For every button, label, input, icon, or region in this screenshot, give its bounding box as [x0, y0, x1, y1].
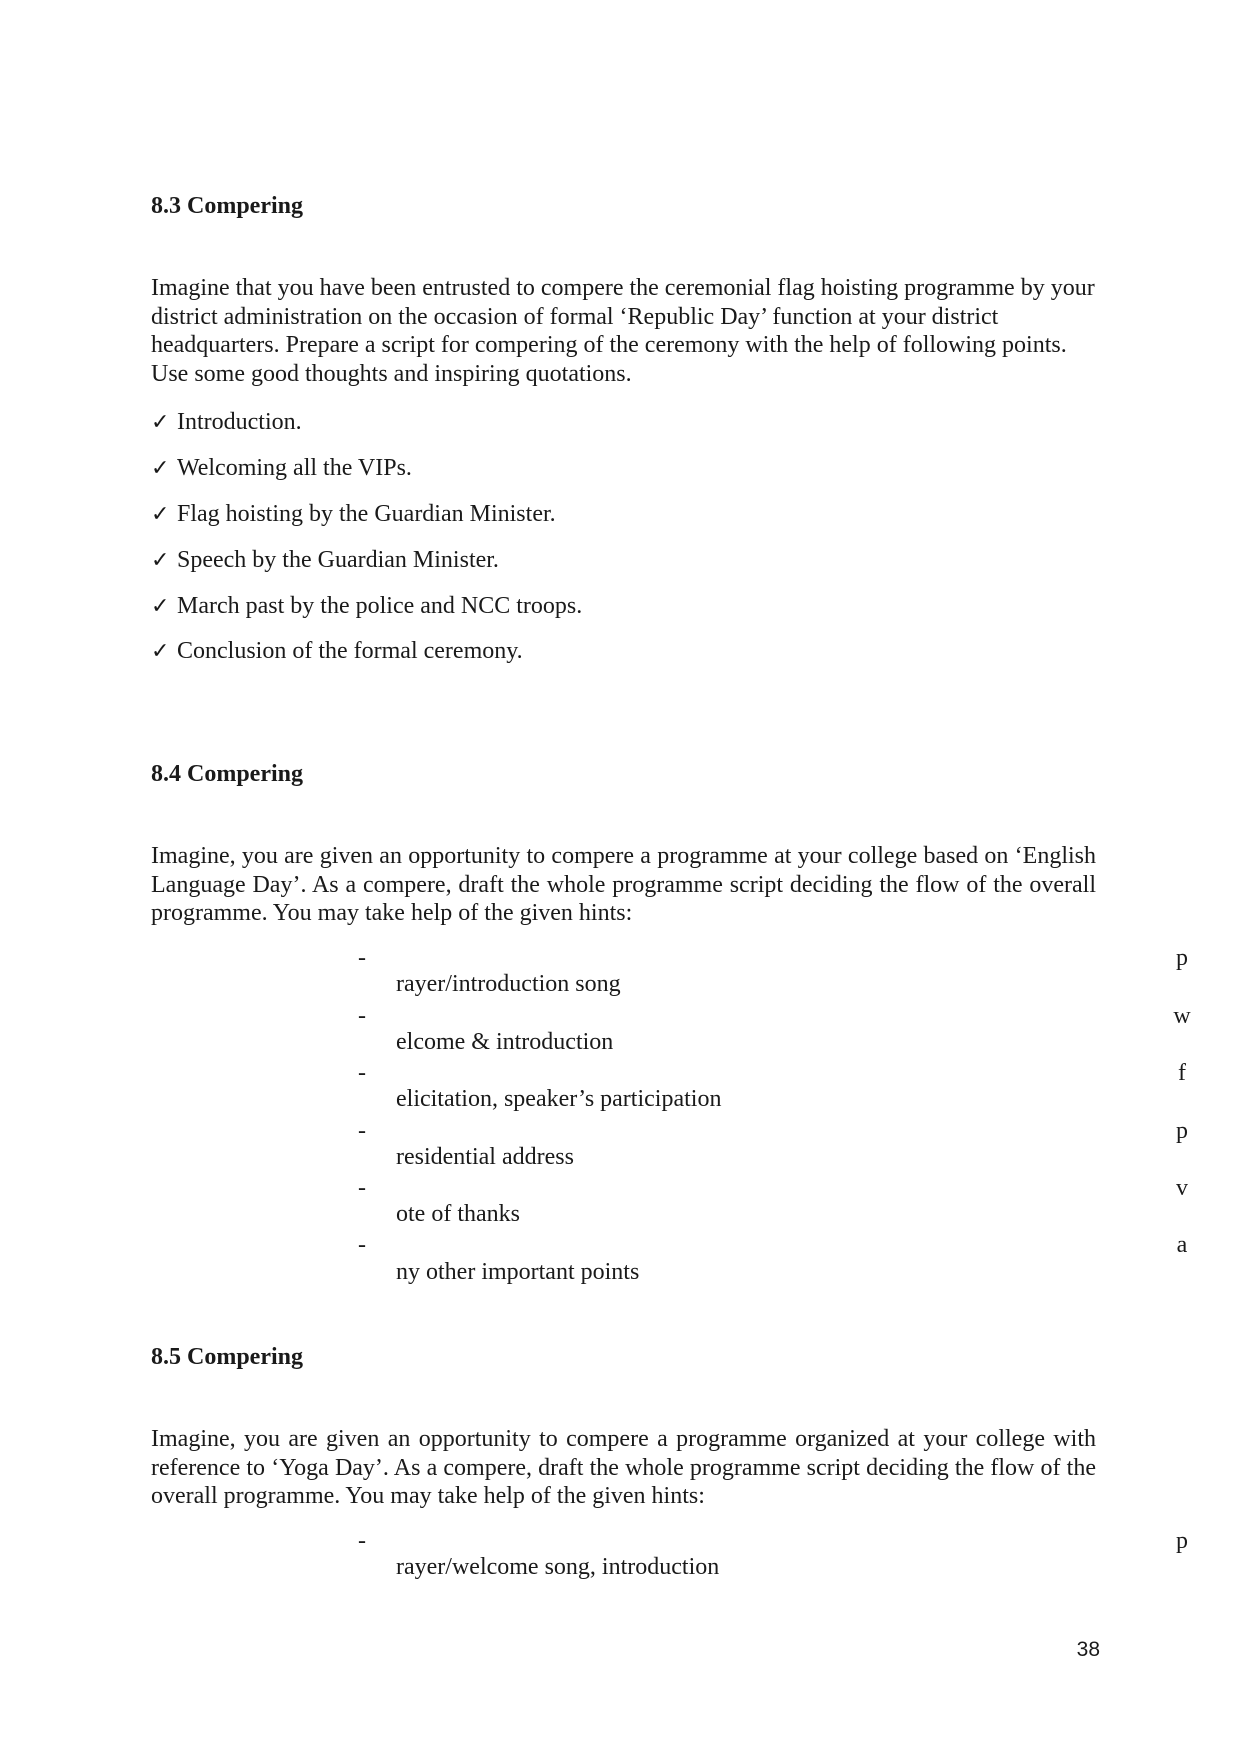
hint-initial-letter: w [1173, 1003, 1191, 1029]
point-text: Conclusion of the formal ceremony. [177, 638, 523, 664]
hint-initial-letter: p [1176, 945, 1188, 971]
section-8-4-heading: 8.4 Compering [151, 761, 303, 787]
point-item [151, 546, 499, 575]
hint-dash: - [358, 1175, 366, 1201]
hint-initial-letter: f [1178, 1060, 1186, 1086]
hint-dash: - [358, 1003, 366, 1029]
hint-dash: - [358, 1232, 366, 1258]
check-icon: ✓ [151, 548, 170, 573]
hint-text: ny other important points [396, 1259, 640, 1285]
point-item [151, 500, 556, 529]
hint-text: ote of thanks [396, 1201, 520, 1227]
point-text: Flag hoisting by the Guardian Minister. [177, 501, 556, 527]
hint-dash: - [358, 1528, 366, 1554]
point-item [151, 637, 523, 666]
hint-initial-letter: v [1176, 1175, 1188, 1201]
hint-initial-letter: p [1176, 1118, 1188, 1144]
point-text: Welcoming all the VIPs. [177, 455, 412, 481]
hint-text: rayer/welcome song, introduction [396, 1554, 720, 1580]
section-8-3-paragraph: Imagine that you have been entrusted to compere the ceremonial flag hoisting programme by your district administration on the occasion of formal ‘Republic Day’ function at your district headquarters. Prepare a script for compering of the ceremony with the help of following points. Use some good thoughts and inspiring quotations. [151, 275, 1095, 387]
section-8-5-paragraph: Imagine, you are given an opportunity to compere a programme organized at your college with reference to ‘Yoga Day’. As a compere, draft the whole programme script deciding the flow of the overall programme. You may take help of the given hints: [151, 1426, 1096, 1509]
point-text: Speech by the Guardian Minister. [177, 547, 499, 573]
point-item [151, 592, 582, 621]
check-icon: ✓ [151, 456, 170, 481]
section-8-3-heading: 8.3 Compering [151, 193, 303, 219]
check-icon: ✓ [151, 502, 170, 527]
hint-dash: - [358, 1118, 366, 1144]
section-8-5-heading: 8.5 Compering [151, 1344, 303, 1370]
hint-dash: - [358, 945, 366, 971]
hint-text: elcome & introduction [396, 1029, 614, 1055]
point-text: March past by the police and NCC troops. [177, 593, 583, 619]
hint-text: elicitation, speaker’s participation [396, 1086, 722, 1112]
hint-dash: - [358, 1060, 366, 1086]
check-icon: ✓ [151, 410, 170, 435]
point-text: Introduction. [177, 409, 302, 435]
point-item [151, 408, 302, 437]
page-number: 38 [1076, 1638, 1100, 1661]
point-item [151, 454, 412, 483]
hint-initial-letter: a [1176, 1232, 1188, 1258]
check-icon: ✓ [151, 639, 170, 664]
hint-initial-letter: p [1176, 1528, 1188, 1554]
check-icon: ✓ [151, 594, 170, 619]
section-8-4-paragraph: Imagine, you are given an opportunity to compere a programme at your college based on ‘English Language Day’. As a compere, draft the whole programme script deciding the flow of the overall programme. You may take help of the given hints: [151, 843, 1096, 926]
hint-text: rayer/introduction song [396, 971, 621, 997]
hint-text: residential address [396, 1144, 574, 1170]
